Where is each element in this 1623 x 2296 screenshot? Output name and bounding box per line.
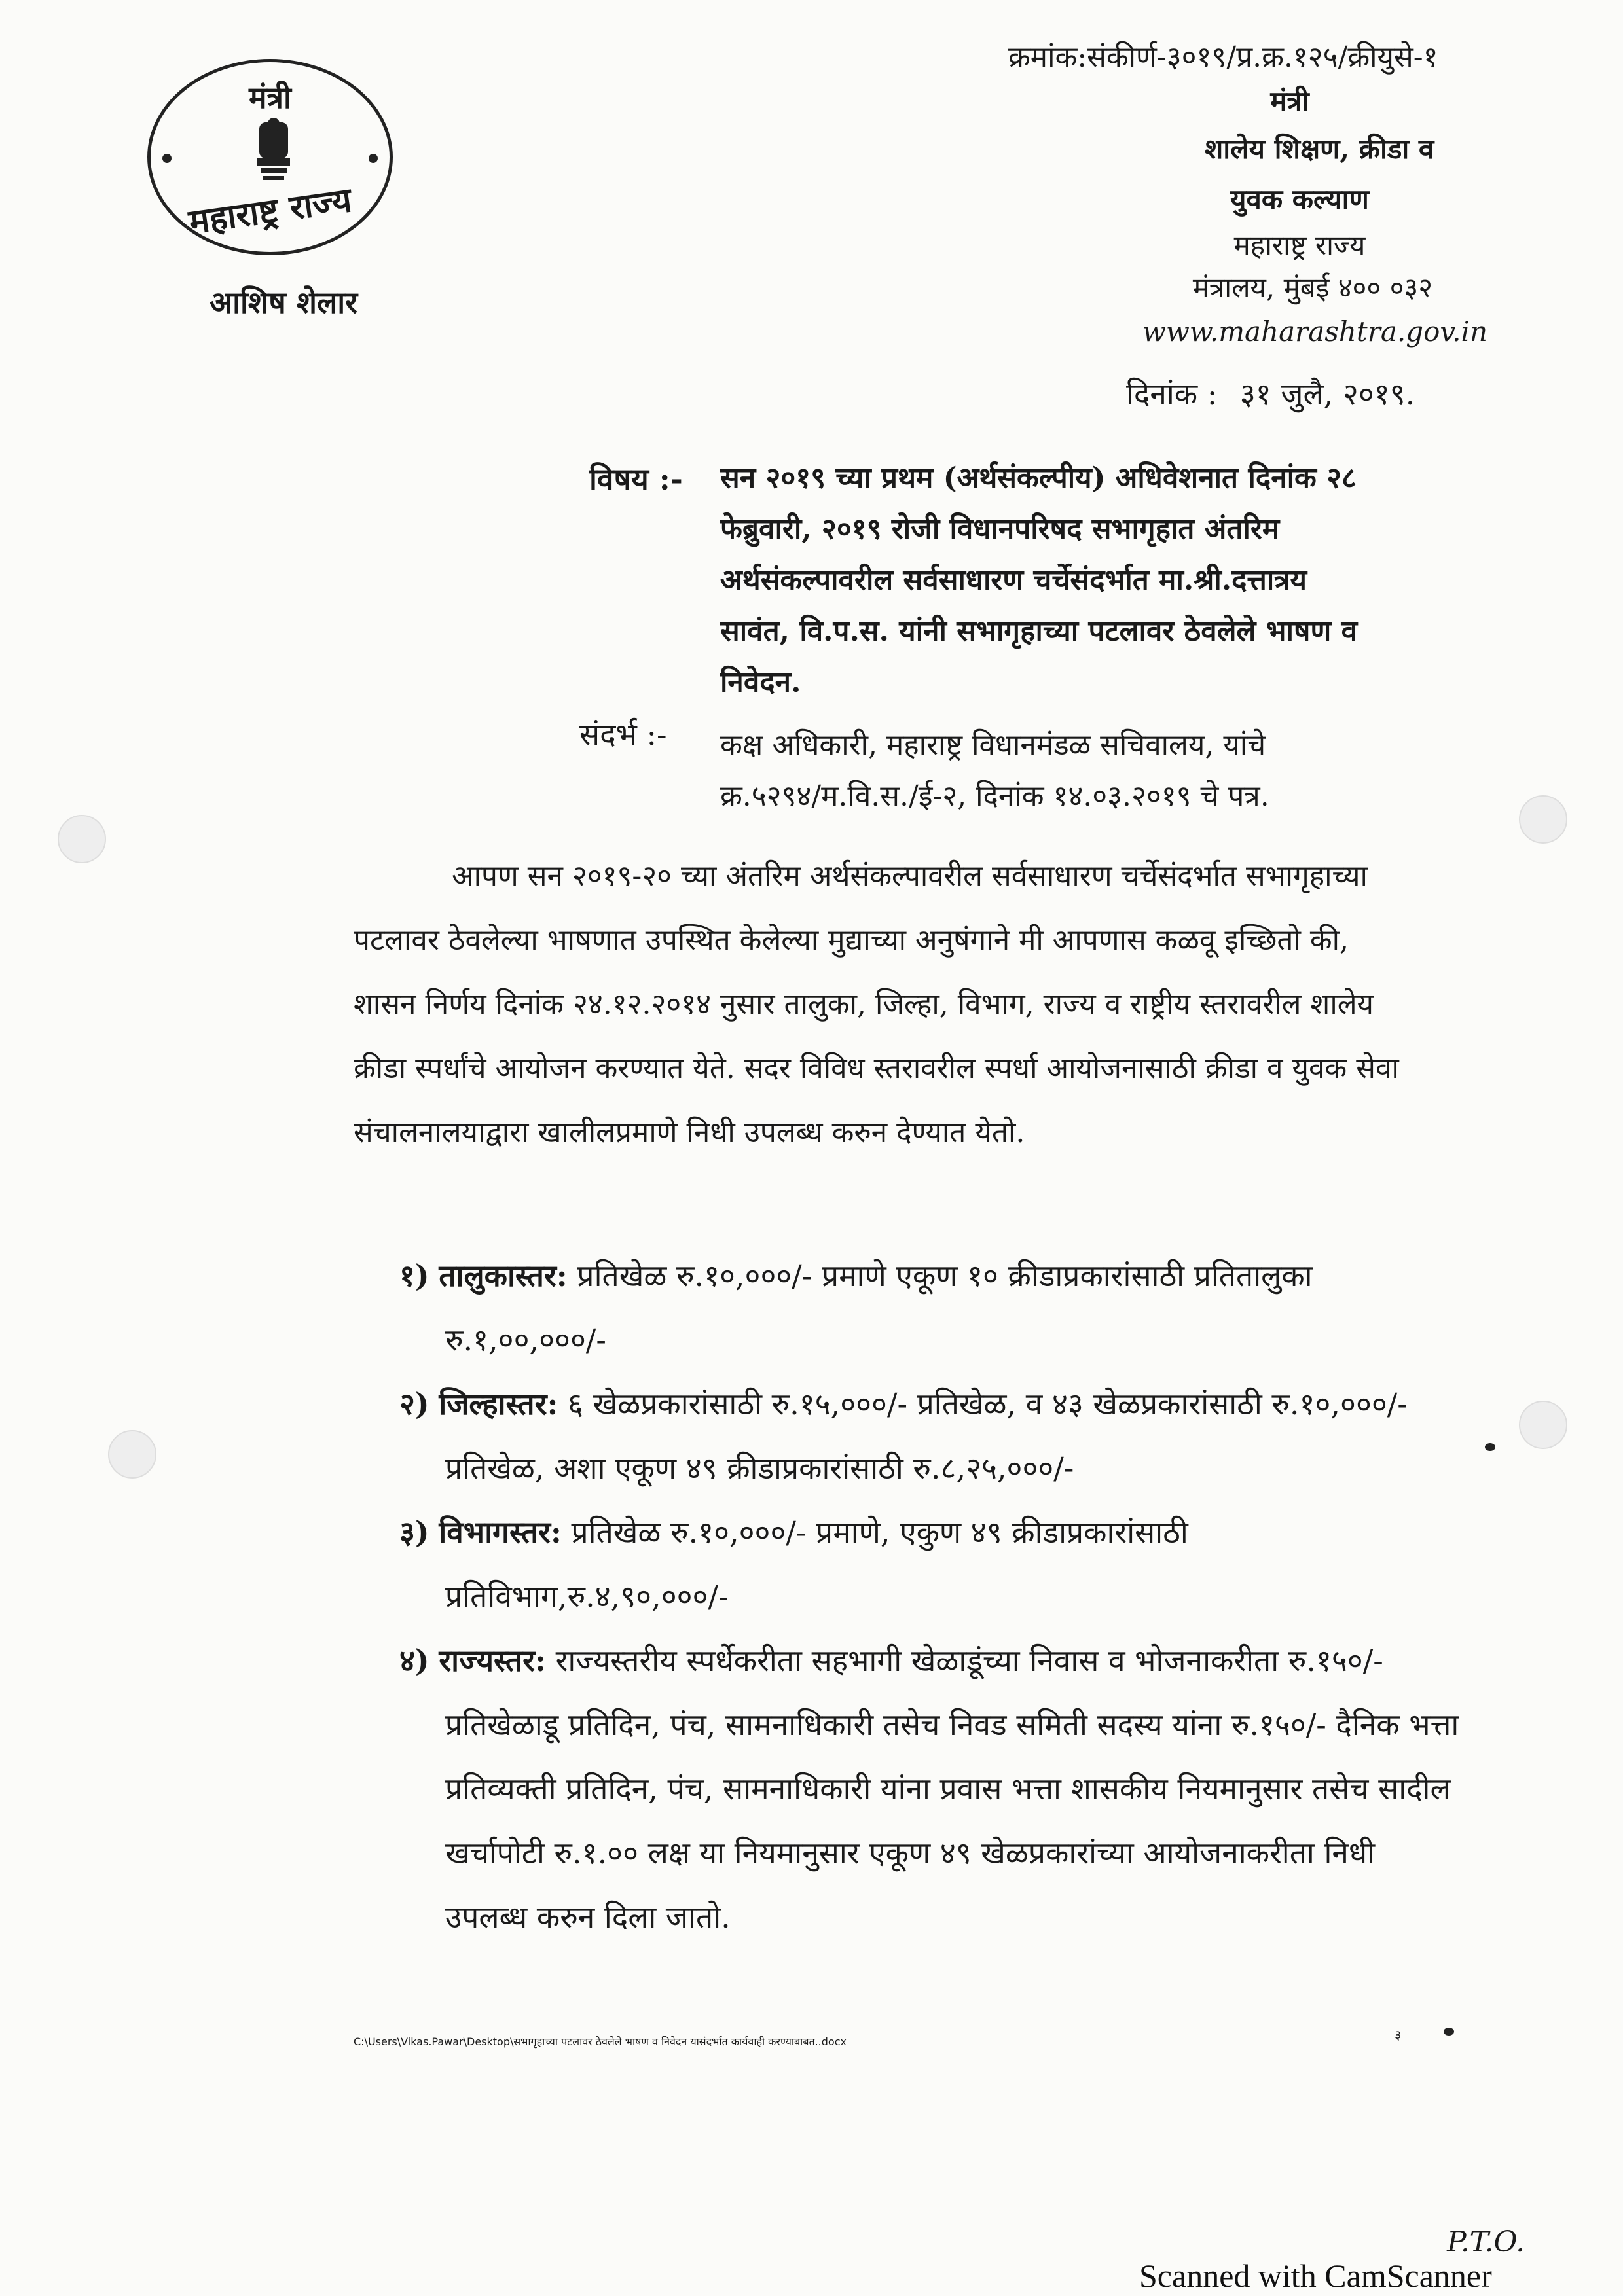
body-paragraph [354, 844, 1480, 1165]
body-line: संचालनालयाद्वारा खालीलप्रमाणे निधी उपलब्ध करुन देण्यात येतो. [354, 1116, 1025, 1149]
item-label: जिल्हास्तर: [439, 1386, 558, 1422]
funding-list [399, 1244, 1480, 1949]
ink-mark [1444, 2028, 1454, 2036]
item-text: प्रतिखेळ, अशा एकूण ४९ क्रीडाप्रकारांसाठी रु.८,२५,०००/- [445, 1450, 1074, 1486]
file-path: C:\Users\Vikas.Pawar\Desktop\सभागृहाच्या पटलावर ठेवलेले भाषण व निवेदन यासंदर्भात कार्यवाही करण्याबाबत..docx [354, 2036, 847, 2048]
subject-text [720, 453, 1473, 708]
date-label: दिनांक : [1126, 376, 1218, 412]
body-line: पटलावर ठेवलेल्या भाषणात उपस्थित केलेल्या मुद्याच्या अनुषंगाने मी आपणास कळवू इच्छितो की, [354, 924, 1349, 957]
page-mark: ३ [1395, 2027, 1402, 2043]
minister-seal [147, 59, 393, 255]
body-line: क्रीडा स्पर्धांचे आयोजन करण्यात येते. सदर विविध स्तरावरील स्पर्धा आयोजनासाठी क्रीडा व युवक सेवा [354, 1052, 1399, 1085]
pto-note: P.T.O. [1447, 2225, 1525, 2259]
reference-line: क्र.५२९४/म.वि.स./ई-२, दिनांक १४.०३.२०१९ चे पत्र. [720, 780, 1269, 813]
item-text: प्रतिखेळ रु.१०,०००/- प्रमाणे एकूण १० क्रीडाप्रकारांसाठी प्रतितालुका [577, 1258, 1313, 1293]
seal-bottom-text: महाराष्ट्र राज्य [186, 179, 354, 243]
item-label: राज्यस्तर: [439, 1643, 546, 1678]
subject-label: विषय :- [589, 461, 683, 497]
body-line: आपण सन २०१९-२० च्या अंतरिम अर्थसंकल्पावरील सर्वसाधारण चर्चेसंदर्भात सभागृहाच्या [452, 859, 1368, 893]
scanner-watermark: Scanned with CamScanner [1139, 2257, 1492, 2294]
reference-line: कक्ष अधिकारी, महाराष्ट्र विधानमंडळ सचिवालय, यांचे [720, 728, 1266, 762]
seal-top-text: मंत्री [249, 80, 291, 115]
website: www.maharashtra.gov.in [1142, 315, 1487, 348]
ink-mark [1485, 1443, 1495, 1451]
seal-dot-right [369, 154, 378, 163]
item-text: प्रतिखेळ रु.१०,०००/- प्रमाणे, एकुण ४९ क्रीडाप्रकारांसाठी [571, 1515, 1188, 1550]
list-item [399, 1372, 1480, 1500]
item-text: खर्चापोटी रु.१.०० लक्ष या नियमानुसार एकूण ४९ खेळप्रकारांच्या आयोजनाकरीता निधी [445, 1835, 1376, 1871]
punch-hole [108, 1430, 156, 1479]
header-dept-line1: शालेय शिक्षण, क्रीडा व [1204, 133, 1434, 165]
body-line: शासन निर्णय दिनांक २४.१२.२०१४ नुसार तालुका, जिल्हा, विभाग, राज्य व राष्ट्रीय स्तरावरील शालेय [354, 988, 1374, 1021]
item-text: ६ खेळप्रकारांसाठी रु.१५,०००/- प्रतिखेळ, व ४३ खेळप्रकारांसाठी रु.१०,०००/- [568, 1386, 1408, 1422]
subject-line: सावंत, वि.प.स. यांनी सभागृहाच्या पटलावर ठेवलेले भाषण व [720, 615, 1358, 648]
item-number: ३) [399, 1515, 429, 1550]
header-address: मंत्रालय, मुंबई ४०० ०३२ [1192, 272, 1433, 304]
item-label: तालुकास्तर: [439, 1258, 568, 1293]
subject-line: सन २०१९ च्या प्रथम (अर्थसंकल्पीय) अधिवेशनात दिनांक २८ [720, 461, 1357, 495]
item-text: प्रतिविभाग,रु.४,९०,०००/- [445, 1579, 729, 1614]
minister-name: आशिष शेलार [210, 285, 358, 320]
item-number: १) [399, 1258, 429, 1293]
item-text: उपलब्ध करुन दिला जातो. [445, 1899, 731, 1935]
item-text: रु.१,००,०००/- [445, 1322, 606, 1357]
date-value: ३१ जुलै, २०१९. [1239, 376, 1415, 412]
punch-hole [58, 815, 106, 863]
list-item [399, 1244, 1480, 1372]
item-text: प्रतिखेळाडू प्रतिदिन, पंच, सामनाधिकारी तसेच निवड समिती सदस्य यांना रु.१५०/- दैनिक भत्ता [445, 1707, 1459, 1742]
letter-date [1126, 373, 1415, 414]
header-dept-line2: युवक कल्याण [1230, 183, 1369, 215]
seal-dot-left [162, 154, 172, 163]
list-item [399, 1500, 1480, 1628]
item-number: २) [399, 1386, 429, 1422]
reference-number: क्रमांक:संकीर्ण-३०१९/प्र.क्र.१२५/क्रीयुसे-१ [1008, 41, 1438, 74]
subject-line: फेब्रुवारी, २०१९ रोजी विधानपरिषद सभागृहात अंतरिम [720, 512, 1280, 546]
reference-text [720, 720, 1473, 822]
reference-label: संदर्भ :- [579, 717, 667, 752]
national-emblem-icon [254, 116, 293, 188]
punch-hole [1519, 795, 1567, 844]
item-text: राज्यस्तरीय स्पर्धेकरीता सहभागी खेळाडूंच्या निवास व भोजनाकरीता रु.१५०/- [555, 1643, 1383, 1678]
header-state: महाराष्ट्र राज्य [1233, 229, 1366, 261]
subject-line: अर्थसंकल्पावरील सर्वसाधारण चर्चेसंदर्भात मा.श्री.दत्तात्रय [720, 564, 1307, 597]
item-label: विभागस्तर: [439, 1515, 562, 1550]
header-title: मंत्री [1270, 85, 1309, 117]
list-item [399, 1628, 1480, 1949]
item-number: ४) [399, 1643, 429, 1678]
punch-hole [1519, 1401, 1567, 1449]
item-text: प्रतिव्यक्ती प्रतिदिन, पंच, सामनाधिकारी यांना प्रवास भत्ता शासकीय नियमानुसार तसेच सादील [445, 1771, 1451, 1806]
subject-line: निवेदन. [720, 666, 801, 699]
